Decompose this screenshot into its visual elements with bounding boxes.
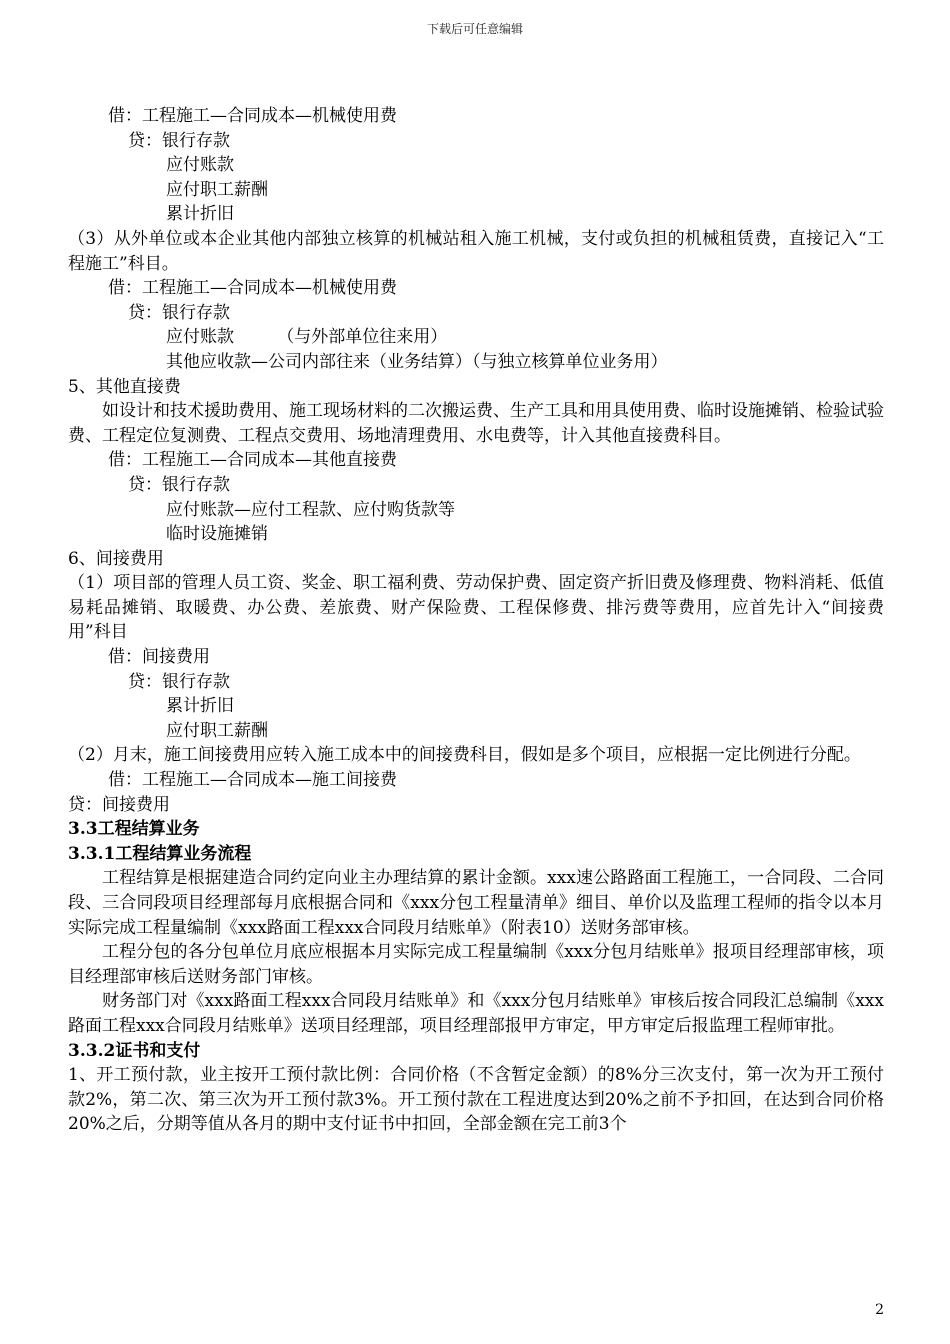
paragraph: 如设计和技术援助费用、施工现场材料的二次搬运费、生产工具和用具使用费、临时设施摊销、检验试验费、工程定位复测费、工程点交费用、场地清理费用、水电费等，计入其他直接费科目。 bbox=[68, 401, 884, 446]
page-header: 下载后可任意编辑 bbox=[426, 22, 523, 36]
journal-entry-credit: 贷：银行存款 bbox=[128, 302, 230, 323]
section-heading-bold: 3.3工程结算业务 bbox=[68, 819, 200, 840]
paragraph: 1、开工预付款，业主按开工预付款比例：合同价格（不含暂定金额）的8%分三次支付，第一次为开工预付款2%，第二次、第三次为开工预付款3%。开工预付款在工程进度达到20%之前不予扣回，在达到合同价格20%之后，分期等值从各月的期中支付证书中扣回，全部金额在完工前3个 bbox=[68, 1065, 884, 1135]
journal-entry-credit-item: 其他应收款—公司内部往来（业务结算）（与独立核算单位业务用） bbox=[166, 351, 668, 372]
journal-entry-debit: 借：工程施工—合同成本—其他直接费 bbox=[108, 450, 397, 471]
paragraph: 财务部门对《xxx路面工程xxx合同段月结账单》和《xxx分包月结账单》审核后按合同段汇总编制《xxx路面工程xxx合同段月结账单》送项目经理部，项目经理部报甲方审定，甲方审定后报监理工程师审批。 bbox=[68, 991, 884, 1036]
journal-entry-debit: 借：工程施工—合同成本—机械使用费 bbox=[108, 278, 397, 299]
journal-entry-credit-item: 累计折旧 bbox=[166, 204, 234, 225]
subsection-heading-bold: 3.3.2证书和支付 bbox=[68, 1040, 201, 1061]
journal-entry-credit: 贷：间接费用 bbox=[68, 794, 170, 815]
page-number: 2 bbox=[875, 1302, 884, 1318]
section-heading: 5、其他直接费 bbox=[68, 376, 181, 397]
journal-entry-credit-item: 应付账款 bbox=[166, 155, 234, 176]
journal-entry-credit-item: 应付账款 （与外部单位往来用） bbox=[166, 327, 448, 348]
journal-entry-credit-item: 应付职工薪酬 bbox=[166, 179, 268, 200]
journal-entry-credit: 贷：银行存款 bbox=[128, 130, 230, 151]
subsection-heading-bold: 3.3.1工程结算业务流程 bbox=[68, 843, 252, 864]
journal-entry-credit: 贷：银行存款 bbox=[128, 474, 230, 495]
section-heading: 6、间接费用 bbox=[68, 548, 164, 569]
paragraph: （2）月末，施工间接费用应转入施工成本中的间接费科目，假如是多个项目，应根据一定比例进行分配。 bbox=[68, 745, 861, 766]
paragraph: 工程结算是根据建造合同约定向业主办理结算的累计金额。xxx速公路路面工程施工，一合同段、二合同段、三合同段项目经理部每月底根据合同和《xxx分包工程量清单》细目、单价以及监理工程师的指令以本月实际完成工程量编制《xxx路面工程xxx合同段月结账单》（附表10）送财务部审核。 bbox=[68, 868, 884, 938]
journal-entry-debit: 借：间接费用 bbox=[108, 647, 210, 668]
paragraph: （1）项目部的管理人员工资、奖金、职工福利费、劳动保护费、固定资产折旧费及修理费、物料消耗、低值易耗品摊销、取暖费、办公费、差旅费、财产保险费、工程保修费、排污费等费用，应首先计入“间接费用”科目 bbox=[68, 573, 884, 643]
journal-entry-credit: 贷：银行存款 bbox=[128, 671, 230, 692]
paragraph: （3）从外单位或本企业其他内部独立核算的机械站租入施工机械，支付或负担的机械租赁费，直接记入“工程施工”科目。 bbox=[68, 228, 884, 274]
journal-entry-debit: 借：工程施工—合同成本—施工间接费 bbox=[108, 770, 397, 791]
journal-entry-credit-item: 应付职工薪酬 bbox=[166, 720, 268, 741]
paragraph: 工程分包的各分包单位月底应根据本月实际完成工程量编制《xxx分包月结账单》报项目经理部审核，项目经理部审核后送财务部门审核。 bbox=[68, 942, 884, 987]
page-content bbox=[68, 104, 884, 1137]
journal-entry-credit-item: 累计折旧 bbox=[166, 696, 234, 717]
journal-entry-debit: 借：工程施工—合同成本—机械使用费 bbox=[108, 106, 397, 126]
journal-entry-credit-item: 临时设施摊销 bbox=[166, 524, 268, 545]
journal-entry-credit-item: 应付账款—应付工程款、应付购货款等 bbox=[166, 499, 455, 520]
